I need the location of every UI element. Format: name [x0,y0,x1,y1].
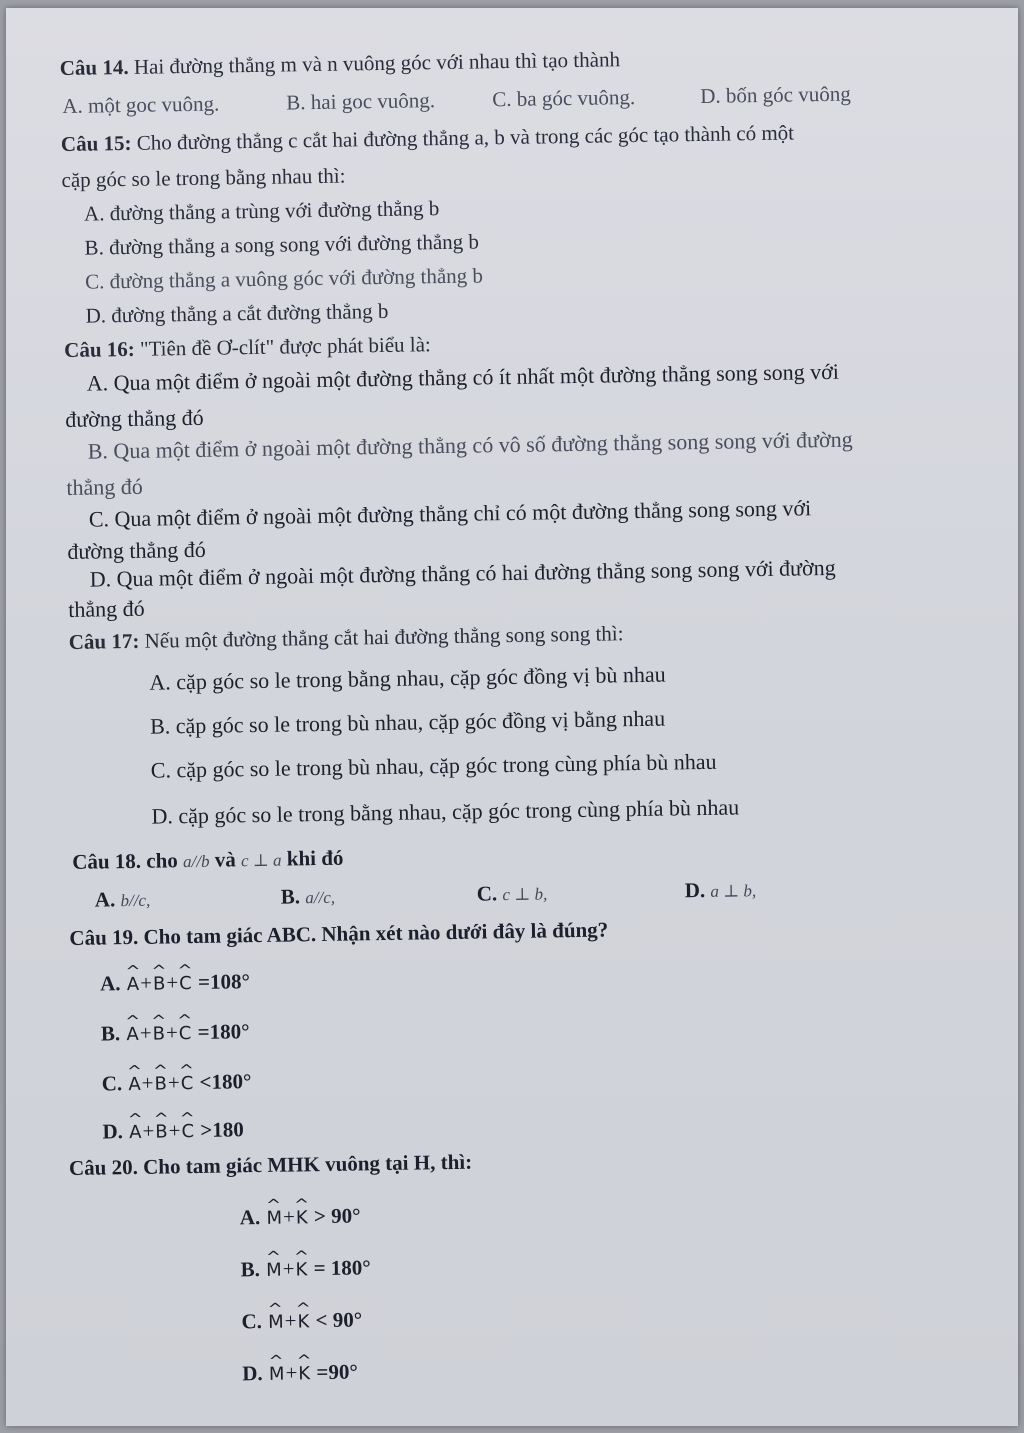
q20-option-b-label: B. [240,1257,261,1282]
q19-option-c-rhs: <180° [199,1069,252,1094]
q18-option-a-label: A. [94,887,116,912]
q20-angle-k: ^ K [298,1361,310,1387]
q18-khi-do: khi đó [286,845,344,871]
q19-option-d-label: D. [102,1119,124,1144]
q14-option-a: A. một goc vuông. [62,91,220,118]
q20-option-c [241,1306,362,1336]
q19-option-b-label: B. [100,1021,121,1046]
q19-angle-a: ^ A [126,1022,139,1048]
q20-angle-m: ^ M [269,1362,285,1388]
q16-stem [64,331,431,363]
q20-plus: + [282,1256,295,1281]
q15-stem [61,120,794,158]
q19-option-a-rhs: =108° [197,969,251,994]
q20-option-d-label: D. [242,1360,263,1386]
q16-text: "Tiên đề Ơ-clít" được phát biểu là: [139,332,431,361]
q20-angle-m: ^ M [266,1206,282,1232]
q19-option-d [102,1116,244,1146]
q20-plus: + [285,1360,298,1385]
q18-option-a-expr: b//c, [120,890,151,911]
q14-option-b: B. hai goc vuông. [286,88,436,115]
q19-text: Cho tam giác ABC. Nhận xét nào dưới đây là đúng? [143,917,609,949]
q18-option-c-expr: c ⊥ b, [502,884,548,905]
q14-title: Câu 14. [59,54,129,81]
q20-option-d [242,1359,358,1389]
q16-title: Câu 16: [63,336,135,362]
q20-option-b-rhs: = 180° [313,1255,371,1281]
q19-angle-a: ^ A [128,1072,141,1098]
q20-plus: + [282,1204,296,1229]
q18-option-d-expr: a ⊥ b, [710,881,757,901]
q19-plus: + [139,970,153,995]
q20-option-b [240,1254,371,1284]
q20-option-a-rhs: > 90° [313,1203,361,1229]
q17-option-b: B. cặp góc so le trong bù nhau, cặp góc đồng vị bằng nhau [149,705,666,739]
q20-angle-m: ^ M [268,1310,284,1336]
q15-option-b: B. đường thẳng a song song với đường thẳng b [84,229,480,260]
q20-text: Cho tam giác MHK vuông tại H, thì: [142,1149,473,1179]
q16-option-a-line-2: đường thẳng đó [65,404,204,432]
q15-option-a: A. đường thẳng a trùng với đường thẳng b [83,196,440,226]
q18-stem [72,845,344,877]
q19-option-c [102,1068,252,1098]
q18-expr-parallel: a//b [182,851,210,872]
q19-option-d-rhs: >180 [200,1117,244,1142]
q19-angle-b: ^ B [155,1119,168,1145]
q19-angle-b: ^ B [153,971,166,997]
q19-title: Câu 19. [69,924,139,950]
q16-option-c-line-2: đường thẳng đó [67,536,206,564]
q19-angle-c: ^ C [179,971,192,997]
q18-title: Câu 18. [72,848,142,874]
q17-stem [69,620,624,655]
q20-angle-k: ^ K [296,1205,308,1231]
q19-option-a [100,968,250,998]
q16-option-c-line-1: C. Qua một điểm ở ngoài một đường thẳng chỉ có một đường thẳng song song với [88,495,812,532]
q18-option-b-label: B. [280,884,301,909]
q18-cho: cho [146,848,179,873]
q19-plus: + [139,1020,152,1045]
q18-option-d [685,876,757,905]
q15-text-1: Cho đường thẳng c cắt hai đường thẳng a, b và trong các góc tạo thành có một [136,120,795,155]
q18-option-b [281,883,336,912]
q19-angle-a: ^ A [127,972,140,998]
exam-sheet [6,8,1018,1426]
q19-option-c-label: C. [101,1071,123,1096]
q19-stem [69,917,608,951]
q16-option-b-line-2: thẳng đó [66,473,143,500]
q19-plus: + [167,1070,180,1095]
q16-option-a-line-1: A. Qua một điểm ở ngoài một đường thẳng có ít nhất một đường thẳng song song với [86,358,840,396]
q19-plus: + [168,1118,181,1143]
q18-option-c-label: C. [476,881,498,906]
q16-option-d-line-2: thẳng đó [68,595,145,622]
q15-title: Câu 15: [60,130,132,157]
q19-angle-c: ^ C [179,1021,192,1047]
q17-option-c: C. cặp góc so le trong bù nhau, cặp góc trong cùng phía bù nhau [150,748,717,783]
q20-title: Câu 20. [68,1154,139,1181]
q19-angle-c: ^ C [181,1119,194,1145]
q17-option-d: D. cặp góc so le trong bằng nhau, cặp góc trong cùng phía bù nhau [151,794,740,829]
q19-plus: + [166,970,179,995]
q17-title: Câu 17: [68,628,140,654]
q19-plus: + [165,1020,178,1045]
q20-option-a [240,1202,361,1232]
q18-expr-perpendicular: c ⊥ a [240,850,282,871]
q19-angle-b: ^ B [154,1071,167,1097]
q15-option-c: C. đường thẳng a vuông góc với đường thẳng b [84,263,484,294]
q16-option-b-line-1: B. Qua một điểm ở ngoài một đường thẳng có vô số đường thẳng song song với đường [87,426,853,464]
q17-text: Nếu một đường thẳng cắt hai đường thẳng song song thì: [144,621,624,653]
q20-plus: + [284,1308,297,1333]
q14-option-d: D. bốn góc vuông [700,81,851,108]
q14-option-c: C. ba góc vuông. [492,84,636,112]
q15-text-2: cặp góc so le trong bằng nhau thì: [61,163,346,193]
q18-option-b-expr: a//c, [305,887,336,908]
q19-angle-c: ^ C [181,1071,194,1097]
q18-option-a [95,886,151,915]
q18-option-c [477,879,548,908]
exam-paper [6,8,1018,1426]
q19-angle-b: ^ B [152,1021,165,1047]
q20-option-c-label: C. [241,1309,263,1334]
q17-option-a: A. cặp góc so le trong bằng nhau, cặp góc đồng vị bù nhau [149,661,666,695]
q20-angle-k: ^ K [295,1257,307,1283]
q19-angle-a: ^ A [129,1120,142,1146]
q20-option-d-rhs: =90° [316,1359,358,1385]
q15-option-d: D. đường thẳng a cắt đường thẳng b [85,298,389,328]
q14-text: Hai đường thẳng m và n vuông góc với nhau thì tạo thành [133,47,621,79]
q18-option-d-label: D. [684,877,706,903]
q19-plus: + [141,1070,154,1095]
q14-stem [60,46,621,81]
q19-option-a-label: A. [99,971,121,996]
q20-angle-m: ^ M [266,1258,282,1284]
q19-option-b-rhs: =180° [197,1019,250,1044]
q20-option-a-label: A. [239,1205,261,1230]
q19-plus: + [142,1118,155,1143]
q20-option-c-rhs: < 90° [315,1307,363,1333]
q16-option-d-line-1: D. Qua một điểm ở ngoài một đường thẳng có hai đường thẳng song song với đường [89,554,836,592]
q20-stem [69,1149,472,1181]
q20-angle-k: ^ K [297,1309,309,1335]
q18-va: và [214,847,236,872]
q19-option-b [101,1018,250,1048]
